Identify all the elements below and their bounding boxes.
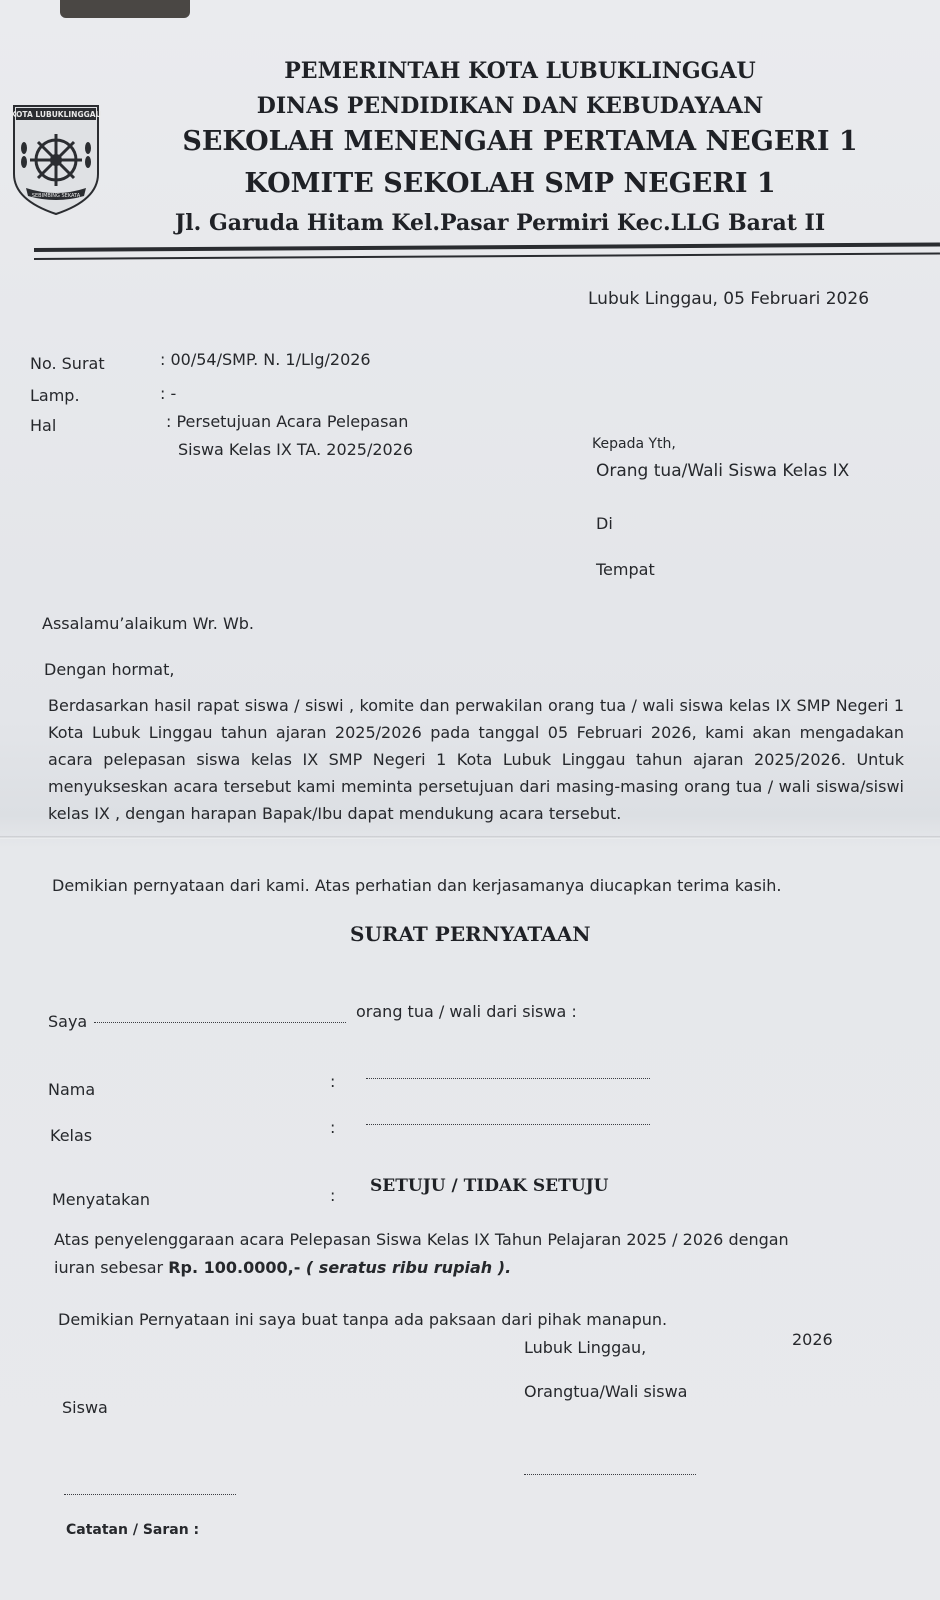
logo-top-text: KOTA LUBUKLINGGAU (10, 110, 102, 119)
notes-label: Catatan / Saran : (66, 1522, 200, 1538)
attachment-value: : - (160, 384, 177, 403)
letterhead-government: PEMERINTAH KOTA LUBUKLINGGAU (284, 58, 756, 84)
parent-signature-label: Orangtua/Wali siswa (524, 1382, 688, 1401)
letter-number-value: : 00/54/SMP. N. 1/Llg/2026 (160, 350, 371, 369)
fee-line (54, 1254, 511, 1281)
statement-text: Atas penyelenggaraan acara Pelepasan Siswa Kelas IX Tahun Pelajaran 2025 / 2026 dengan (54, 1230, 789, 1249)
agreement-choice[interactable]: SETUJU / TIDAK SETUJU (370, 1176, 609, 1196)
saya-blank[interactable] (94, 1022, 346, 1023)
menyatakan-label: Menyatakan (52, 1190, 151, 1209)
fee-amount: Rp. 100.0000,- (168, 1258, 301, 1277)
subject-value-line2: Siswa Kelas IX TA. 2025/2026 (178, 440, 414, 459)
recipient-greeting: Kepada Yth, (592, 436, 676, 452)
nama-blank[interactable] (366, 1078, 650, 1079)
letterhead-department: DINAS PENDIDIKAN DAN KEBUDAYAAN (256, 93, 764, 119)
recipient-di: Di (596, 514, 613, 533)
kelas-blank[interactable] (366, 1124, 650, 1125)
letterhead-address: Jl. Garuda Hitam Kel.Pasar Permiri Kec.LLG Barat II (174, 210, 826, 236)
body-paragraph: Berdasarkan hasil rapat siswa / siswi , komite dan perwakilan orang tua / wali siswa kelas IX SMP Negeri 1 Kota Lubuk Linggau tahun ajaran 2025/2026 pada tanggal 05 Februari 2026, kami akan mengadakan acara pelepasan siswa kelas IX SMP Negeri 1 Kota Lubuk Linggau tahun ajaran 2025/2026. Untuk menyukseskan acara tersebut kami meminta persetujuan dari masing-masing orang tua / wali siswa/siswi kelas IX , dengan harapan Bapak/Ibu dapat mendukung acara tersebut. (48, 696, 904, 823)
subject-label: Hal (30, 416, 57, 435)
signature-place: Lubuk Linggau, (524, 1338, 647, 1357)
parent-signature-blank[interactable] (524, 1474, 696, 1475)
recipient-name: Orang tua/Wali Siswa Kelas IX (596, 461, 850, 481)
fee-prefix: iuran sebesar (54, 1258, 169, 1277)
statement-title: SURAT PERNYATAAN (350, 922, 591, 946)
logo-ribbon-text: SEBIMBING SEKATA (31, 193, 81, 199)
salutation: Dengan hormat, (44, 660, 175, 679)
recipient-place: Tempat (596, 560, 655, 579)
final-statement: Demikian Pernyataan ini saya buat tanpa ada paksaan dari pihak manapun. (58, 1310, 668, 1329)
saya-label: Saya (48, 1012, 88, 1031)
greeting: Assalamu’alaikum Wr. Wb. (42, 614, 255, 633)
letter-number-label: No. Surat (30, 354, 105, 373)
letter-date: Lubuk Linggau, 05 Februari 2026 (588, 289, 870, 309)
closing-paragraph: Demikian pernyataan dari kami. Atas perhatian dan kerjasamanya diucapkan terima kasih. (52, 876, 782, 895)
nama-colon: : (330, 1072, 336, 1091)
fee-words: ( seratus ribu rupiah ). (300, 1258, 512, 1277)
nama-label: Nama (48, 1080, 96, 1099)
clip-shadow (60, 0, 190, 18)
student-signature-blank[interactable] (64, 1494, 236, 1495)
saya-suffix: orang tua / wali dari siswa : (356, 1002, 577, 1021)
letterhead-committee: KOMITE SEKOLAH SMP NEGERI 1 (244, 168, 776, 199)
city-emblem-logo (10, 104, 102, 216)
signature-year: 2026 (792, 1330, 833, 1349)
letterhead-school: SEKOLAH MENENGAH PERTAMA NEGERI 1 (182, 126, 858, 157)
kelas-colon: : (330, 1118, 336, 1137)
subject-value-line1: : Persetujuan Acara Pelepasan (166, 412, 409, 431)
menyatakan-colon: : (330, 1186, 336, 1205)
kelas-label: Kelas (50, 1126, 93, 1145)
student-signature-label: Siswa (62, 1398, 108, 1417)
attachment-label: Lamp. (30, 386, 80, 405)
paper-fold (0, 836, 940, 839)
